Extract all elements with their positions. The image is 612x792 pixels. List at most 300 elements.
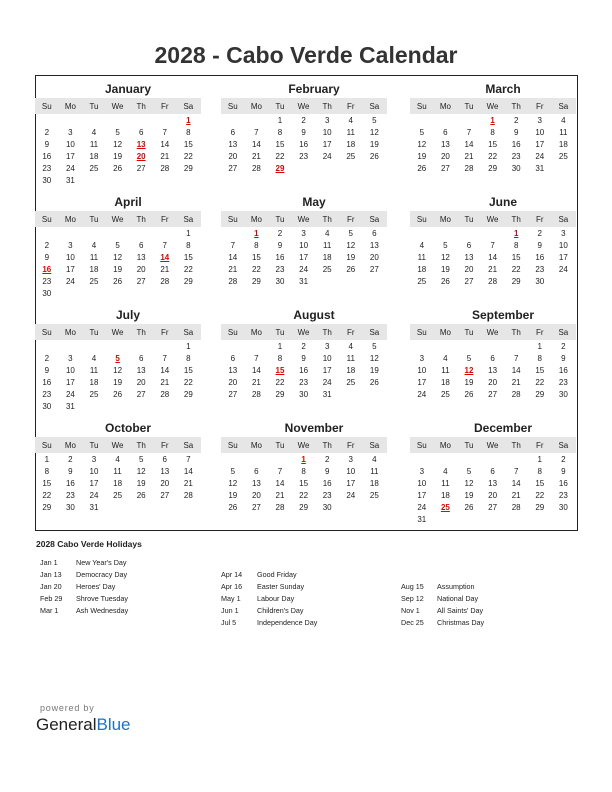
day-cell[interactable]: 20 (464, 264, 474, 274)
day-cell[interactable]: 14 (511, 365, 521, 375)
day-cell[interactable]: 20 (251, 490, 261, 500)
day-cell[interactable]: 8 (537, 353, 542, 363)
day-cell[interactable]: 24 (89, 490, 99, 500)
day-cell[interactable]: 19 (369, 365, 379, 375)
day-cell[interactable]: 28 (275, 502, 285, 512)
day-cell[interactable]: 28 (160, 389, 170, 399)
day-cell[interactable]: 11 (346, 127, 355, 137)
day-cell[interactable]: 21 (511, 377, 521, 387)
day-cell[interactable]: 10 (322, 353, 332, 363)
day-cell[interactable]: 30 (275, 276, 285, 286)
day-cell[interactable]: 8 (277, 353, 283, 363)
day-cell[interactable]: 10 (65, 252, 75, 262)
day-cell[interactable]: 7 (162, 240, 167, 250)
day-cell[interactable]: 13 (136, 252, 146, 262)
day-cell[interactable]: 26 (417, 163, 427, 173)
day-cell[interactable]: 5 (466, 466, 472, 476)
day-cell[interactable]: 21 (228, 264, 238, 274)
day-cell[interactable]: 8 (254, 240, 259, 250)
day-cell[interactable]: 11 (346, 353, 355, 363)
day-cell[interactable]: 2 (301, 341, 306, 351)
day-cell[interactable]: 5 (115, 353, 120, 363)
day-cell[interactable]: 28 (251, 163, 261, 173)
day-cell[interactable]: 21 (511, 490, 521, 500)
day-cell[interactable]: 9 (561, 353, 566, 363)
day-cell[interactable]: 3 (91, 454, 97, 464)
day-cell[interactable]: 8 (186, 127, 191, 137)
day-cell[interactable]: 24 (535, 151, 545, 161)
day-cell[interactable]: 22 (488, 151, 498, 161)
day-cell[interactable]: 6 (443, 127, 448, 137)
day-cell[interactable]: 16 (42, 151, 52, 161)
day-cell[interactable]: 29 (299, 502, 309, 512)
day-cell[interactable]: 23 (511, 151, 521, 161)
day-cell[interactable]: 6 (490, 353, 495, 363)
day-cell[interactable]: 30 (42, 288, 52, 298)
day-cell[interactable]: 7 (466, 127, 472, 137)
day-cell[interactable]: 27 (228, 389, 238, 399)
day-cell[interactable]: 21 (275, 490, 285, 500)
day-cell[interactable]: 20 (488, 377, 498, 387)
day-cell[interactable]: 11 (323, 240, 332, 250)
day-cell[interactable]: 9 (561, 466, 566, 476)
day-cell[interactable]: 29 (488, 163, 498, 173)
day-cell[interactable]: 11 (559, 127, 568, 137)
day-cell[interactable]: 30 (42, 401, 52, 411)
day-cell[interactable]: 27 (160, 490, 170, 500)
day-cell[interactable]: 18 (346, 139, 356, 149)
day-cell[interactable]: 10 (89, 466, 99, 476)
day-cell[interactable]: 19 (464, 490, 474, 500)
day-cell[interactable]: 9 (277, 240, 283, 250)
day-cell[interactable]: 27 (440, 163, 450, 173)
day-cell[interactable]: 1 (537, 454, 542, 464)
day-cell[interactable]: 4 (561, 115, 566, 125)
day-cell[interactable]: 19 (369, 139, 379, 149)
day-cell[interactable]: 26 (369, 377, 379, 387)
day-cell[interactable]: 7 (162, 353, 167, 363)
day-cell[interactable]: 2 (301, 115, 306, 125)
day-cell[interactable]: 27 (488, 389, 498, 399)
day-cell[interactable]: 5 (372, 115, 377, 125)
day-cell[interactable]: 30 (42, 175, 52, 185)
day-cell[interactable]: 1 (301, 454, 306, 464)
day-cell[interactable]: 12 (228, 478, 238, 488)
day-cell[interactable]: 7 (254, 127, 259, 137)
day-cell[interactable]: 10 (65, 139, 75, 149)
day-cell[interactable]: 21 (464, 151, 474, 161)
day-cell[interactable]: 23 (42, 163, 52, 173)
day-cell[interactable]: 18 (89, 264, 99, 274)
day-cell[interactable]: 5 (466, 353, 472, 363)
day-cell[interactable]: 27 (369, 264, 379, 274)
day-cell[interactable]: 8 (537, 466, 542, 476)
day-cell[interactable]: 20 (160, 478, 170, 488)
day-cell[interactable]: 25 (89, 389, 99, 399)
day-cell[interactable]: 12 (440, 252, 450, 262)
day-cell[interactable]: 14 (160, 139, 170, 149)
day-cell[interactable]: 10 (417, 365, 427, 375)
day-cell[interactable]: 17 (65, 151, 75, 161)
day-cell[interactable]: 28 (160, 163, 170, 173)
day-cell[interactable]: 11 (113, 466, 122, 476)
day-cell[interactable]: 13 (464, 252, 474, 262)
day-cell[interactable]: 5 (115, 240, 120, 250)
day-cell[interactable]: 3 (537, 115, 542, 125)
day-cell[interactable]: 6 (230, 127, 236, 137)
day-cell[interactable]: 1 (537, 341, 542, 351)
day-cell[interactable]: 2 (44, 240, 50, 250)
day-cell[interactable]: 10 (65, 365, 75, 375)
day-cell[interactable]: 27 (251, 502, 261, 512)
day-cell[interactable]: 23 (275, 264, 285, 274)
day-cell[interactable]: 17 (65, 377, 75, 387)
day-cell[interactable]: 29 (183, 276, 193, 286)
day-cell[interactable]: 30 (535, 276, 545, 286)
day-cell[interactable]: 9 (44, 139, 50, 149)
day-cell[interactable]: 17 (417, 490, 427, 500)
day-cell[interactable]: 22 (42, 490, 52, 500)
day-cell[interactable]: 28 (488, 276, 498, 286)
day-cell[interactable]: 11 (89, 252, 99, 262)
day-cell[interactable]: 2 (561, 454, 566, 464)
day-cell[interactable]: 19 (113, 264, 123, 274)
day-cell[interactable]: 30 (511, 163, 521, 173)
day-cell[interactable]: 16 (299, 365, 309, 375)
day-cell[interactable]: 4 (372, 454, 377, 464)
day-cell[interactable]: 16 (275, 252, 285, 262)
day-cell[interactable]: 20 (228, 377, 238, 387)
day-cell[interactable]: 19 (136, 478, 146, 488)
day-cell[interactable]: 21 (251, 151, 261, 161)
day-cell[interactable]: 28 (251, 389, 261, 399)
day-cell[interactable]: 14 (251, 139, 261, 149)
day-cell[interactable]: 2 (537, 228, 542, 238)
day-cell[interactable]: 29 (42, 502, 52, 512)
day-cell[interactable]: 13 (251, 478, 261, 488)
day-cell[interactable]: 4 (443, 466, 448, 476)
day-cell[interactable]: 9 (324, 466, 330, 476)
day-cell[interactable]: 15 (183, 252, 193, 262)
day-cell[interactable]: 7 (254, 353, 259, 363)
day-cell[interactable]: 13 (488, 478, 498, 488)
day-cell[interactable]: 10 (346, 466, 356, 476)
day-cell[interactable]: 27 (228, 163, 238, 173)
day-cell[interactable]: 25 (346, 151, 356, 161)
day-cell[interactable]: 12 (417, 139, 427, 149)
day-cell[interactable]: 14 (160, 252, 170, 262)
day-cell[interactable]: 13 (228, 365, 238, 375)
day-cell[interactable]: 19 (346, 252, 356, 262)
day-cell[interactable]: 7 (186, 454, 191, 464)
day-cell[interactable]: 23 (322, 490, 332, 500)
day-cell[interactable]: 30 (65, 502, 75, 512)
day-cell[interactable]: 13 (440, 139, 450, 149)
day-cell[interactable]: 28 (511, 502, 521, 512)
day-cell[interactable]: 24 (322, 377, 332, 387)
day-cell[interactable]: 6 (162, 454, 167, 464)
day-cell[interactable]: 15 (183, 365, 193, 375)
day-cell[interactable]: 17 (535, 139, 545, 149)
day-cell[interactable]: 5 (372, 341, 377, 351)
day-cell[interactable]: 3 (561, 228, 566, 238)
day-cell[interactable]: 30 (299, 389, 309, 399)
day-cell[interactable]: 19 (417, 151, 427, 161)
day-cell[interactable]: 29 (511, 276, 521, 286)
day-cell[interactable]: 26 (228, 502, 238, 512)
day-cell[interactable]: 7 (277, 466, 283, 476)
day-cell[interactable]: 28 (464, 163, 474, 173)
day-cell[interactable]: 24 (346, 490, 356, 500)
day-cell[interactable]: 18 (558, 139, 568, 149)
day-cell[interactable]: 12 (369, 353, 379, 363)
day-cell[interactable]: 11 (441, 478, 450, 488)
day-cell[interactable]: 1 (490, 115, 495, 125)
day-cell[interactable]: 7 (490, 240, 495, 250)
day-cell[interactable]: 25 (322, 264, 332, 274)
day-cell[interactable]: 30 (558, 389, 568, 399)
day-cell[interactable]: 26 (113, 163, 123, 173)
day-cell[interactable]: 19 (464, 377, 474, 387)
day-cell[interactable]: 31 (89, 502, 99, 512)
day-cell[interactable]: 27 (136, 163, 146, 173)
day-cell[interactable]: 19 (228, 490, 238, 500)
day-cell[interactable]: 18 (113, 478, 123, 488)
day-cell[interactable]: 14 (488, 252, 498, 262)
day-cell[interactable]: 24 (65, 276, 75, 286)
day-cell[interactable]: 8 (186, 353, 191, 363)
day-cell[interactable]: 12 (136, 466, 146, 476)
day-cell[interactable]: 6 (138, 240, 144, 250)
day-cell[interactable]: 14 (251, 365, 261, 375)
day-cell[interactable]: 18 (440, 490, 450, 500)
day-cell[interactable]: 7 (513, 466, 519, 476)
day-cell[interactable]: 20 (228, 151, 238, 161)
day-cell[interactable]: 10 (322, 127, 332, 137)
day-cell[interactable]: 25 (346, 377, 356, 387)
day-cell[interactable]: 3 (419, 466, 425, 476)
day-cell[interactable]: 26 (113, 276, 123, 286)
day-cell[interactable]: 3 (324, 115, 330, 125)
day-cell[interactable]: 24 (558, 264, 568, 274)
day-cell[interactable]: 15 (275, 365, 285, 375)
day-cell[interactable]: 2 (68, 454, 73, 464)
day-cell[interactable]: 16 (42, 377, 52, 387)
day-cell[interactable]: 16 (42, 264, 52, 274)
day-cell[interactable]: 4 (91, 240, 97, 250)
day-cell[interactable]: 26 (136, 490, 146, 500)
day-cell[interactable]: 18 (417, 264, 427, 274)
day-cell[interactable]: 3 (419, 353, 425, 363)
day-cell[interactable]: 27 (136, 389, 146, 399)
day-cell[interactable]: 20 (369, 252, 379, 262)
day-cell[interactable]: 18 (346, 365, 356, 375)
day-cell[interactable]: 8 (186, 240, 191, 250)
day-cell[interactable]: 9 (301, 127, 306, 137)
day-cell[interactable]: 5 (443, 240, 448, 250)
day-cell[interactable]: 22 (535, 490, 545, 500)
day-cell[interactable]: 13 (228, 139, 238, 149)
day-cell[interactable]: 1 (277, 115, 283, 125)
day-cell[interactable]: 7 (230, 240, 236, 250)
day-cell[interactable]: 28 (511, 389, 521, 399)
day-cell[interactable]: 4 (91, 127, 97, 137)
day-cell[interactable]: 6 (138, 127, 144, 137)
day-cell[interactable]: 4 (348, 115, 353, 125)
day-cell[interactable]: 25 (440, 502, 450, 512)
day-cell[interactable]: 15 (488, 139, 498, 149)
day-cell[interactable]: 28 (183, 490, 193, 500)
day-cell[interactable]: 17 (322, 139, 332, 149)
day-cell[interactable]: 21 (183, 478, 193, 488)
day-cell[interactable]: 24 (299, 264, 309, 274)
day-cell[interactable]: 6 (254, 466, 259, 476)
day-cell[interactable]: 12 (369, 127, 379, 137)
day-cell[interactable]: 12 (464, 478, 474, 488)
day-cell[interactable]: 22 (251, 264, 261, 274)
day-cell[interactable]: 3 (68, 127, 73, 137)
day-cell[interactable]: 8 (44, 466, 50, 476)
day-cell[interactable]: 9 (68, 466, 73, 476)
day-cell[interactable]: 11 (89, 139, 99, 149)
day-cell[interactable]: 4 (324, 228, 330, 238)
day-cell[interactable]: 15 (275, 139, 285, 149)
day-cell[interactable]: 5 (419, 127, 425, 137)
day-cell[interactable]: 16 (558, 365, 568, 375)
day-cell[interactable]: 23 (299, 377, 309, 387)
day-cell[interactable]: 12 (346, 240, 356, 250)
day-cell[interactable]: 10 (417, 478, 427, 488)
day-cell[interactable]: 16 (511, 139, 521, 149)
day-cell[interactable]: 16 (299, 139, 309, 149)
day-cell[interactable]: 17 (346, 478, 356, 488)
day-cell[interactable]: 21 (160, 377, 170, 387)
day-cell[interactable]: 11 (89, 365, 99, 375)
day-cell[interactable]: 21 (160, 151, 170, 161)
day-cell[interactable]: 26 (440, 276, 450, 286)
day-cell[interactable]: 12 (113, 252, 123, 262)
day-cell[interactable]: 22 (275, 377, 285, 387)
day-cell[interactable]: 13 (136, 139, 146, 149)
day-cell[interactable]: 2 (513, 115, 519, 125)
day-cell[interactable]: 12 (113, 139, 123, 149)
day-cell[interactable]: 8 (277, 127, 283, 137)
day-cell[interactable]: 2 (277, 228, 283, 238)
day-cell[interactable]: 19 (113, 377, 123, 387)
day-cell[interactable]: 16 (322, 478, 332, 488)
day-cell[interactable]: 22 (183, 264, 193, 274)
day-cell[interactable]: 25 (89, 163, 99, 173)
day-cell[interactable]: 18 (89, 151, 99, 161)
day-cell[interactable]: 5 (138, 454, 144, 464)
day-cell[interactable]: 4 (419, 240, 425, 250)
day-cell[interactable]: 16 (558, 478, 568, 488)
day-cell[interactable]: 18 (89, 377, 99, 387)
day-cell[interactable]: 23 (65, 490, 75, 500)
day-cell[interactable]: 16 (535, 252, 545, 262)
day-cell[interactable]: 25 (89, 276, 99, 286)
day-cell[interactable]: 27 (136, 276, 146, 286)
day-cell[interactable]: 12 (113, 365, 123, 375)
day-cell[interactable]: 4 (91, 353, 97, 363)
day-cell[interactable]: 20 (136, 264, 146, 274)
day-cell[interactable]: 21 (488, 264, 498, 274)
day-cell[interactable]: 22 (183, 151, 193, 161)
day-cell[interactable]: 5 (348, 228, 353, 238)
day-cell[interactable]: 12 (464, 365, 474, 375)
day-cell[interactable]: 6 (138, 353, 144, 363)
day-cell[interactable]: 24 (65, 389, 75, 399)
day-cell[interactable]: 1 (513, 228, 519, 238)
day-cell[interactable]: 5 (230, 466, 236, 476)
day-cell[interactable]: 9 (44, 252, 50, 262)
day-cell[interactable]: 17 (89, 478, 99, 488)
day-cell[interactable]: 15 (183, 139, 193, 149)
day-cell[interactable]: 11 (370, 466, 379, 476)
day-cell[interactable]: 3 (68, 353, 73, 363)
day-cell[interactable]: 31 (417, 514, 427, 524)
day-cell[interactable]: 8 (513, 240, 519, 250)
day-cell[interactable]: 11 (417, 252, 426, 262)
day-cell[interactable]: 30 (322, 502, 332, 512)
day-cell[interactable]: 9 (513, 127, 519, 137)
day-cell[interactable]: 25 (440, 389, 450, 399)
day-cell[interactable]: 19 (113, 151, 123, 161)
day-cell[interactable]: 2 (561, 341, 566, 351)
day-cell[interactable]: 14 (464, 139, 474, 149)
day-cell[interactable]: 14 (275, 478, 285, 488)
day-cell[interactable]: 25 (558, 151, 568, 161)
day-cell[interactable]: 22 (535, 377, 545, 387)
day-cell[interactable]: 25 (369, 490, 379, 500)
day-cell[interactable]: 4 (443, 353, 448, 363)
day-cell[interactable]: 23 (299, 151, 309, 161)
day-cell[interactable]: 6 (466, 240, 472, 250)
day-cell[interactable]: 9 (44, 365, 50, 375)
day-cell[interactable]: 24 (417, 502, 427, 512)
day-cell[interactable]: 17 (299, 252, 309, 262)
day-cell[interactable]: 1 (254, 228, 259, 238)
day-cell[interactable]: 3 (324, 341, 330, 351)
day-cell[interactable]: 25 (113, 490, 123, 500)
day-cell[interactable]: 4 (115, 454, 120, 464)
day-cell[interactable]: 22 (275, 151, 285, 161)
day-cell[interactable]: 23 (42, 389, 52, 399)
day-cell[interactable]: 22 (183, 377, 193, 387)
day-cell[interactable]: 23 (535, 264, 545, 274)
day-cell[interactable]: 15 (42, 478, 52, 488)
day-cell[interactable]: 18 (440, 377, 450, 387)
day-cell[interactable]: 31 (65, 401, 75, 411)
day-cell[interactable]: 29 (183, 389, 193, 399)
day-cell[interactable]: 15 (535, 478, 545, 488)
day-cell[interactable]: 18 (322, 252, 332, 262)
day-cell[interactable]: 6 (490, 466, 495, 476)
day-cell[interactable]: 10 (558, 240, 568, 250)
day-cell[interactable]: 26 (113, 389, 123, 399)
day-cell[interactable]: 1 (186, 228, 191, 238)
day-cell[interactable]: 15 (511, 252, 521, 262)
day-cell[interactable]: 1 (44, 454, 50, 464)
day-cell[interactable]: 27 (488, 502, 498, 512)
day-cell[interactable]: 29 (535, 502, 545, 512)
day-cell[interactable]: 1 (186, 341, 191, 351)
day-cell[interactable]: 24 (417, 389, 427, 399)
day-cell[interactable]: 6 (372, 228, 377, 238)
day-cell[interactable]: 24 (65, 163, 75, 173)
day-cell[interactable]: 3 (301, 228, 306, 238)
day-cell[interactable]: 26 (464, 389, 474, 399)
